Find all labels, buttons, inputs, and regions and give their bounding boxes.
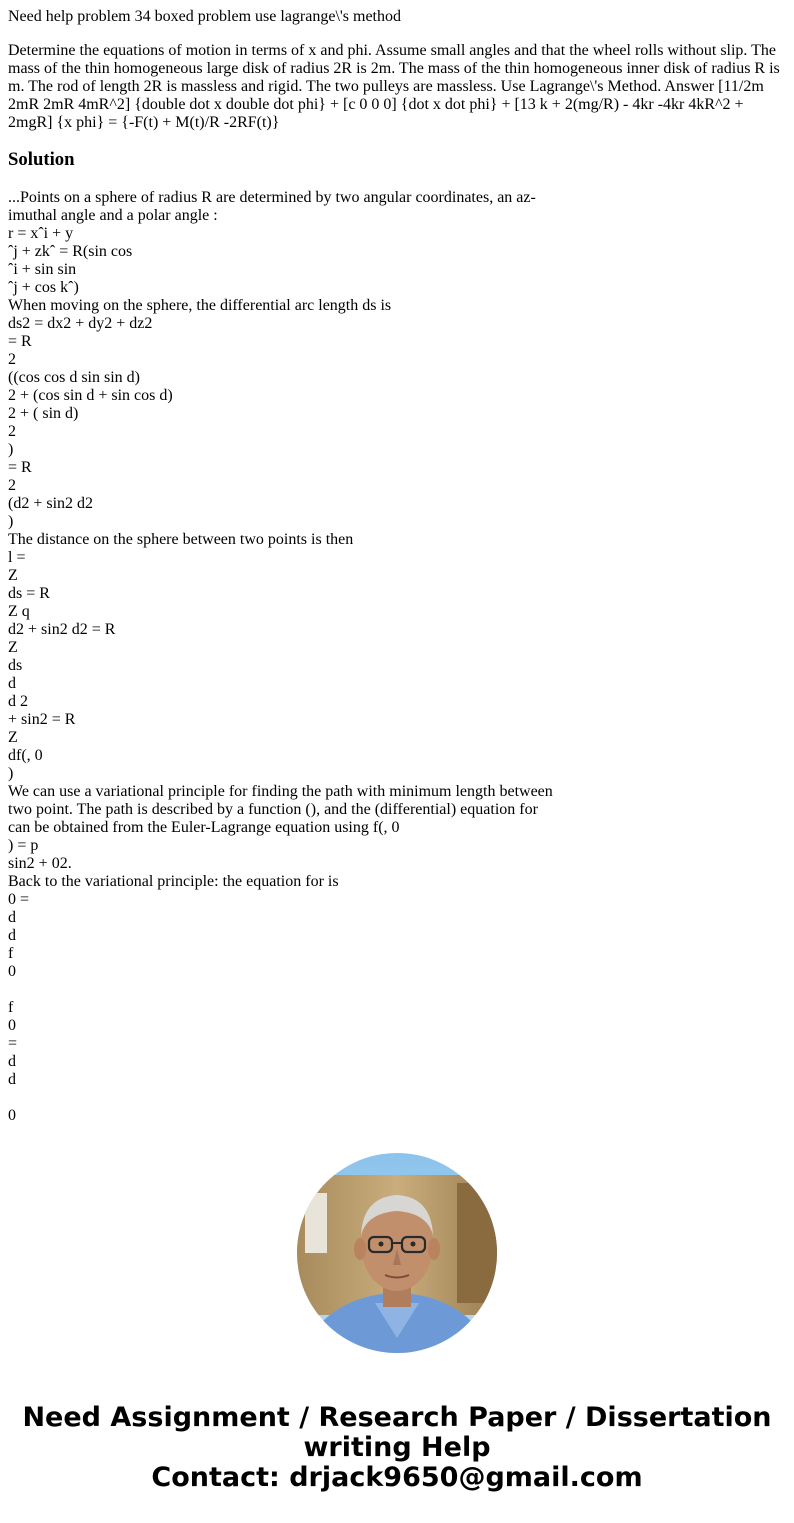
solution-line: 0 = (8, 891, 30, 908)
solution-line: + sin2 = R (8, 711, 76, 728)
solution-line: = R (8, 333, 32, 350)
solution-line: 0 (8, 1107, 16, 1124)
solution-line: d (8, 1053, 16, 1070)
solution-line: ) (8, 441, 14, 458)
solution-line: Z q (8, 603, 30, 620)
solution-line: l = (8, 549, 26, 566)
solution-line: ...Points on a sphere of radius R are determined by two angular coordinates, an az- (8, 189, 536, 206)
person-photo-icon (297, 1153, 497, 1353)
solution-line: d 2 (8, 693, 28, 710)
solution-line: r = xˆi + y (8, 225, 74, 242)
solution-line: ˆj + cos kˆ) (8, 279, 79, 296)
solution-line: Z (8, 729, 18, 746)
solution-line: ds2 = dx2 + dy2 + dz2 (8, 315, 153, 332)
solution-line: ˆj + zkˆ = R(sin cos (8, 243, 133, 260)
solution-line: d (8, 675, 16, 692)
solution-line: d (8, 909, 16, 926)
document (8, 8, 786, 1125)
solution-line: 2 (8, 477, 16, 494)
question-body: Determine the equations of motion in terms of x and phi. Assume small angles and that the wheel rolls without slip. The mass of the thin homogeneous large disk of radius 2R is 2m. The mass of the thin homogeneous inner disk of radius R is m. The rod of length 2R is massless and rigid. The two pulleys are massless. Use Lagrange\'s Method. Answer [11/2m 2mR 2mR 4mR^2] {double dot x double dot phi} + [c 0 0 0] {dot x dot phi} + [13 k + 2(mg/R) - 4kr -4kr 4kR^2 + 2mgR] {x phi} = {-F(t) + M(t)/R -2RF(t)} (8, 42, 780, 131)
banner-line-1: Need Assignment / Research Paper / Dissertation (22, 1402, 772, 1433)
solution-line: The distance on the sphere between two points is then (8, 531, 354, 548)
solution-line: d (8, 1071, 16, 1088)
banner-line-2: writing Help (303, 1432, 491, 1463)
solution-line: ) (8, 513, 14, 530)
solution-line: 0 (8, 1017, 16, 1034)
solution-line: When moving on the sphere, the differential arc length ds is (8, 297, 392, 314)
author-avatar (297, 1153, 497, 1353)
solution-line: 2 (8, 351, 16, 368)
solution-line: ) (8, 765, 14, 782)
solution-line: sin2 + 02. (8, 855, 72, 872)
solution-line: ((cos cos d sin sin d) (8, 369, 140, 386)
solution-line: d2 + sin2 d2 = R (8, 621, 116, 638)
solution-line: f (8, 945, 14, 962)
solution-line: ) = p (8, 837, 39, 854)
solution-line: 2 + (cos sin d + sin cos d) (8, 387, 173, 404)
solution-line: = R (8, 459, 32, 476)
solution-line (8, 981, 786, 999)
solution-line (8, 1089, 786, 1107)
solution-line: (d2 + sin2 d2 (8, 495, 94, 512)
solution-heading: Solution (8, 149, 75, 170)
solution-line: 0 (8, 963, 16, 980)
solution-line: ds (8, 657, 23, 674)
solution-line: two point. The path is described by a function (), and the (differential) equation for (8, 801, 538, 818)
solution-line: Z (8, 567, 18, 584)
solution-line: We can use a variational principle for finding the path with minimum length between (8, 783, 553, 800)
solution-line: ˆi + sin sin (8, 261, 77, 278)
solution-line: df(, 0 (8, 747, 43, 764)
solution-line: d (8, 927, 16, 944)
solution-line: imuthal angle and a polar angle : (8, 207, 218, 224)
solution-line: 2 (8, 423, 16, 440)
solution-line: 2 + ( sin d) (8, 405, 79, 422)
solution-line: Back to the variational principle: the equation for is (8, 873, 339, 890)
solution-line: = (8, 1035, 18, 1052)
solution-text (8, 189, 786, 1125)
promo-banner (0, 1403, 794, 1493)
solution-line: Z (8, 639, 18, 656)
solution-line: can be obtained from the Euler-Lagrange equation using f(, 0 (8, 819, 400, 836)
solution-line: ds = R (8, 585, 50, 602)
banner-contact: Contact: drjack9650@gmail.com (151, 1462, 643, 1493)
question-title: Need help problem 34 boxed problem use lagrange\'s method (8, 8, 401, 25)
solution-line: f (8, 999, 14, 1016)
